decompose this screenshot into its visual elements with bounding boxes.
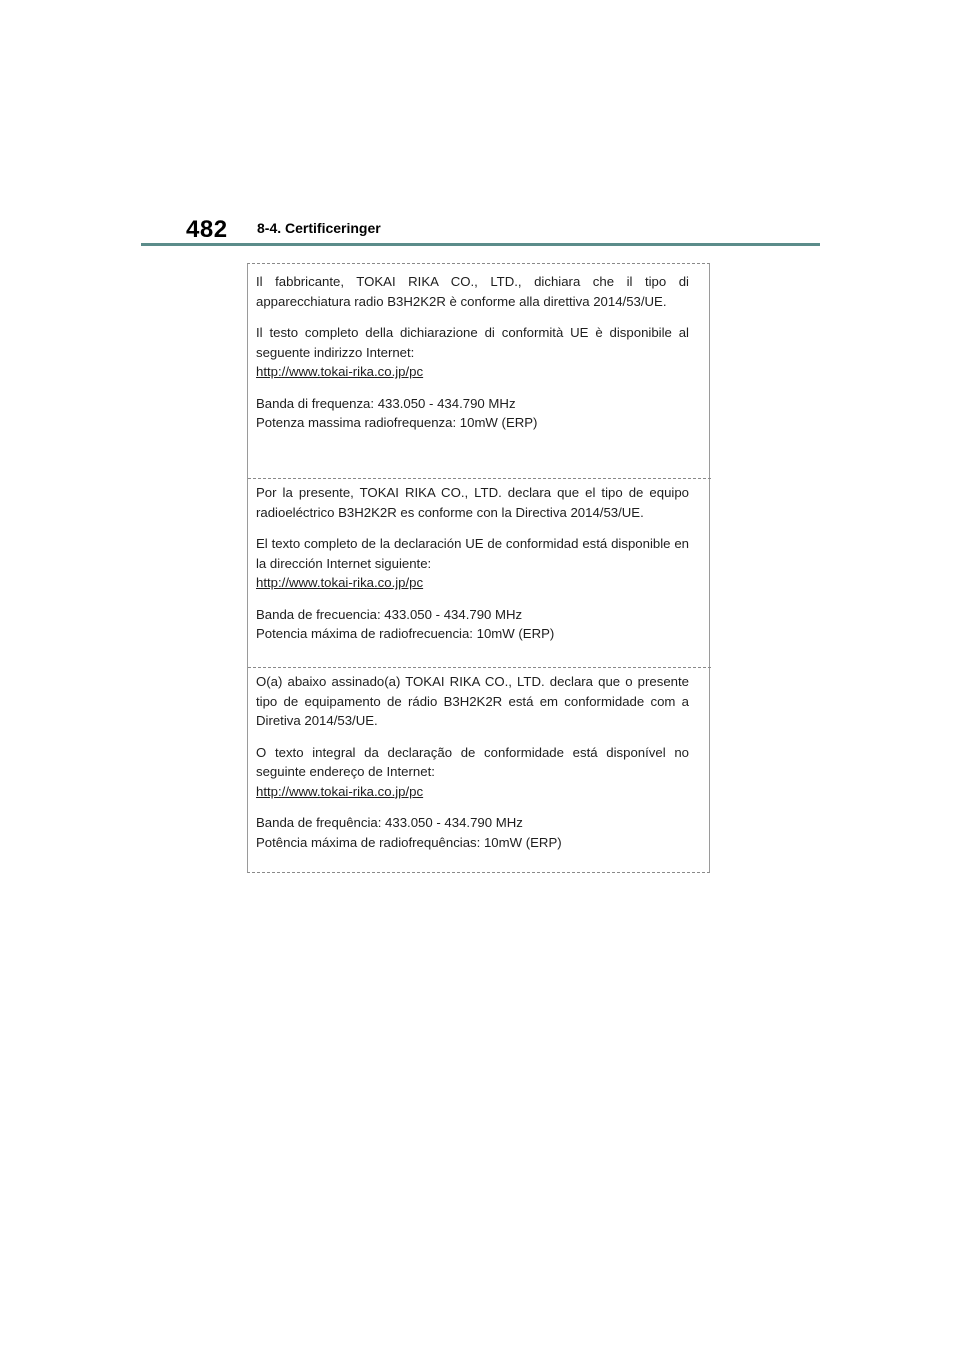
declaration-section-spanish bbox=[248, 478, 711, 644]
declaration-url-link[interactable]: http://www.tokai-rika.co.jp/pc bbox=[256, 364, 424, 379]
declaration-url-link[interactable]: http://www.tokai-rika.co.jp/pc bbox=[256, 575, 424, 590]
declaration-url-link[interactable]: http://www.tokai-rika.co.jp/pc bbox=[256, 783, 424, 799]
max-power: Potencia máxima de radiofrecuencia: 10mW (ERP) bbox=[256, 626, 555, 641]
declaration-section-italian bbox=[248, 272, 711, 433]
declaration-box bbox=[247, 263, 710, 873]
specs-paragraph bbox=[256, 605, 689, 644]
page-number: 482 bbox=[186, 216, 228, 243]
declaration-section-portuguese bbox=[248, 667, 711, 852]
declaration-text: Por la presente, TOKAI RIKA CO., LTD. declara que el tipo de equipo radioeléctrico B3H2K2R es conforme con la Directiva 2014/53/UE. bbox=[256, 485, 689, 520]
specs-paragraph bbox=[256, 394, 689, 433]
header-divider bbox=[141, 243, 820, 246]
max-power: Potenza massima radiofrequenza: 10mW (ERP) bbox=[256, 415, 538, 430]
declaration-text: O(a) abaixo assinado(a) TOKAI RIKA CO., LTD. declara que o presente tipo de equipamento de rádio B3H2K2R está em conformidade com a Diretiva 2014/53/UE. bbox=[256, 674, 689, 728]
frequency-band: Banda de frecuencia: 433.050 - 434.790 MHz bbox=[256, 606, 523, 622]
frequency-band: Banda de frequência: 433.050 - 434.790 MHz bbox=[256, 815, 523, 830]
full-text-intro: O texto integral da declaração de conformidade está disponível no seguinte endereço de Internet: bbox=[256, 744, 689, 779]
full-text-paragraph bbox=[256, 534, 689, 593]
full-text-paragraph bbox=[256, 323, 689, 382]
declaration-text: Il fabbricante, TOKAI RIKA CO., LTD., dichiara che il tipo di apparecchiatura radio B3H2K2R è conforme alla direttiva 2014/53/UE. bbox=[256, 274, 689, 309]
max-power: Potência máxima de radiofrequências: 10mW (ERP) bbox=[256, 834, 562, 850]
full-text-paragraph bbox=[256, 743, 689, 802]
specs-paragraph bbox=[256, 813, 689, 852]
full-text-intro: El texto completo de la declaración UE de conformidad está disponible en la dirección Internet siguiente: bbox=[256, 536, 689, 571]
frequency-band: Banda di frequenza: 433.050 - 434.790 MHz bbox=[256, 395, 516, 411]
section-title: 8-4. Certificeringer bbox=[257, 220, 381, 236]
full-text-intro: Il testo completo della dichiarazione di conformità UE è disponibile al seguente indirizzo Internet: bbox=[256, 325, 689, 360]
